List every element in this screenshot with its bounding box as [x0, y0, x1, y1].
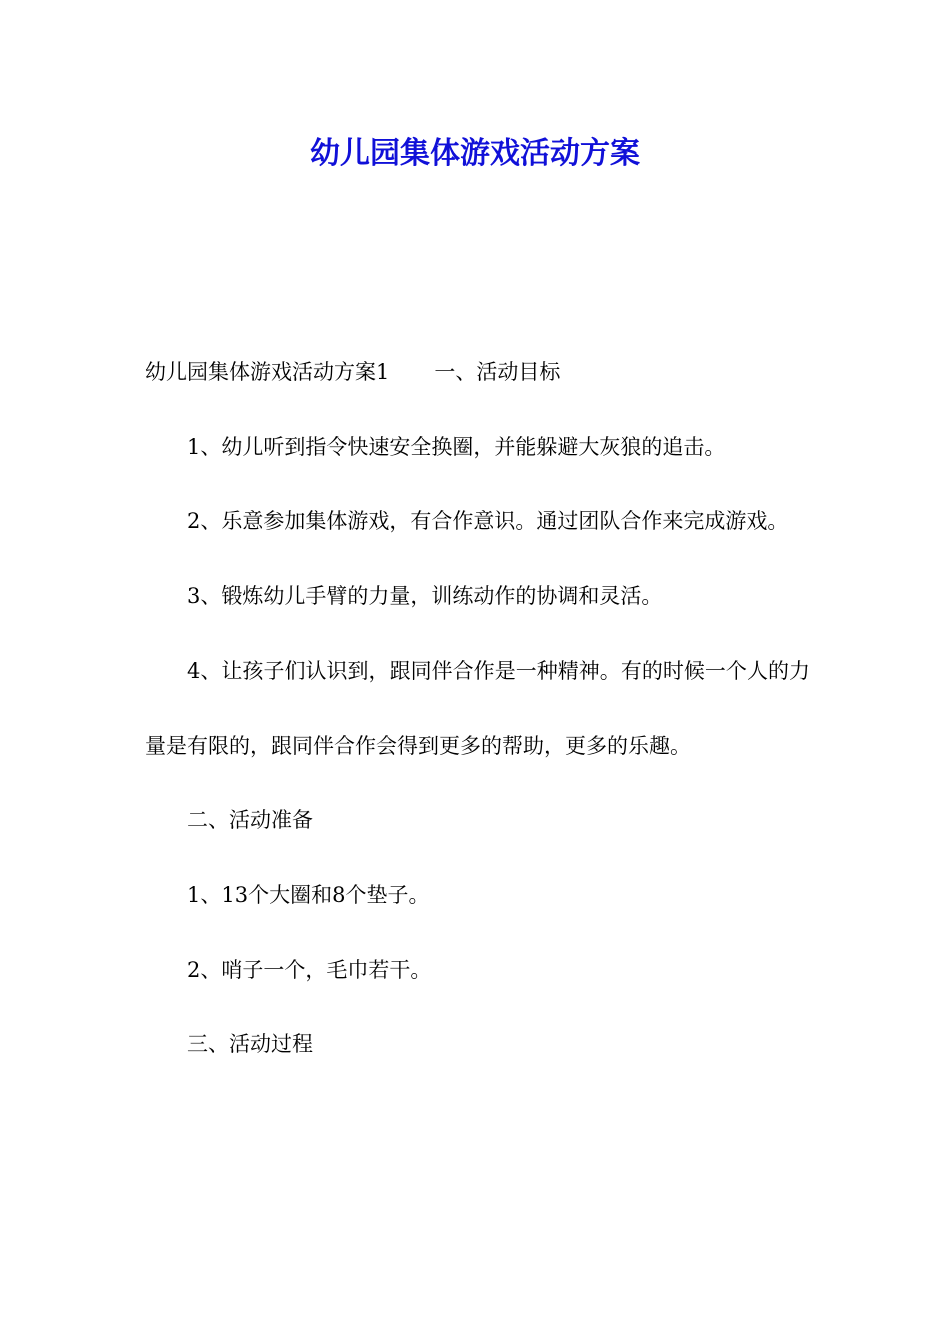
- preparation-item-2: 2、哨子一个，毛巾若干。: [187, 957, 432, 982]
- first-line: [145, 335, 810, 410]
- plan-heading: 幼儿园集体游戏活动方案1: [145, 360, 390, 384]
- goal-item-3: 3、锻炼幼儿手臂的力量，训练动作的协调和灵活。: [187, 584, 663, 609]
- section-heading-preparation: 二、活动准备: [187, 808, 313, 833]
- preparation-item-1: 1、13个大圈和8个垫子。: [187, 882, 430, 907]
- document-title: 幼儿园集体游戏活动方案: [310, 136, 640, 171]
- goal-item-4: 4、让孩子们认识到，跟同伴合作是一种精神。有的时候一个人的力量是有限的，跟同伴合作会得到更多的帮助，更多的乐趣。: [145, 658, 810, 758]
- section-heading-process: 三、活动过程: [187, 1032, 313, 1057]
- section-heading-goals: 一、活动目标: [434, 360, 561, 384]
- goal-item-1: 1、幼儿听到指令快速安全换圈，并能躲避大灰狼的追击。: [187, 434, 726, 459]
- document-body: [145, 335, 810, 1082]
- goal-item-2: 2、乐意参加集体游戏，有合作意识。通过团队合作来完成游戏。: [187, 509, 789, 534]
